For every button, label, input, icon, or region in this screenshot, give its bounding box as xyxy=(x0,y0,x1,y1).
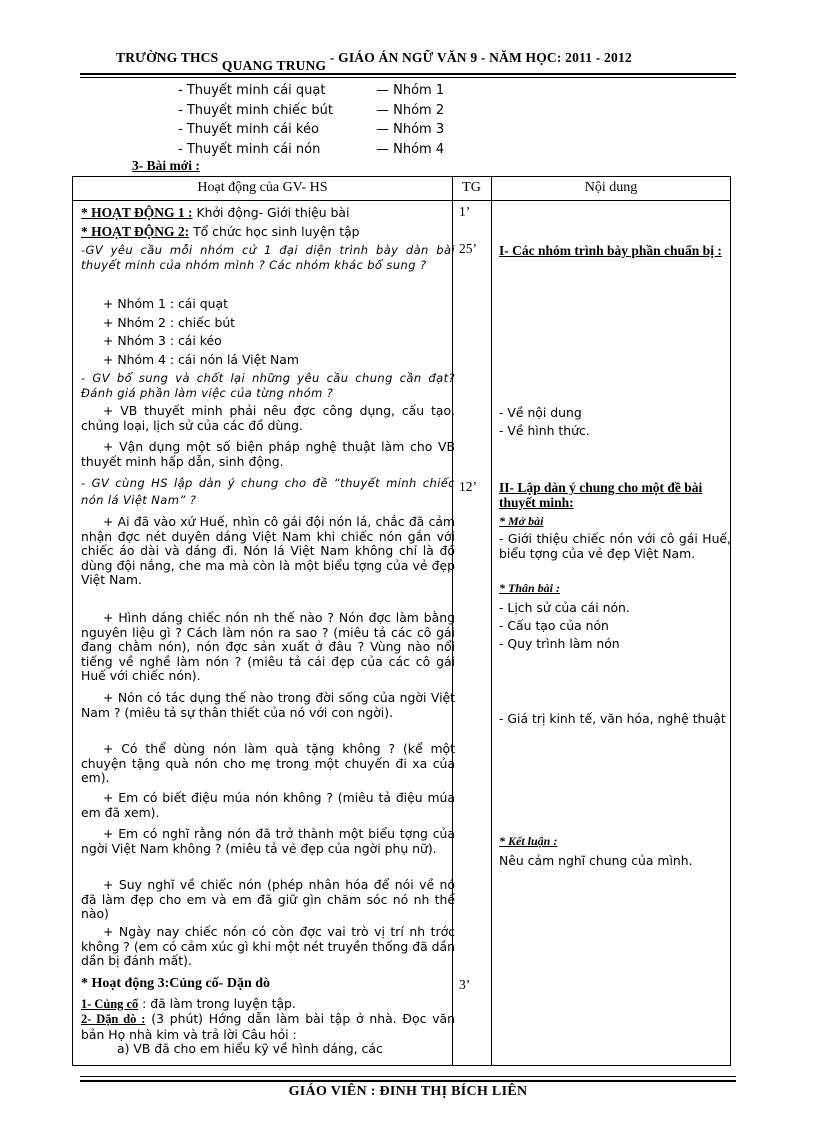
time-activity-2: 25’ xyxy=(459,241,477,256)
group-item: + Nhóm 1 : cái quạt xyxy=(103,296,228,311)
review-label: 1- Củng cố xyxy=(81,997,139,1011)
footer-rule-thin xyxy=(80,1076,736,1077)
page-header xyxy=(80,48,736,72)
activity-3: * Hoạt động 3:Củng cố- Dặn dò xyxy=(81,976,271,991)
time-activity-3: 3’ xyxy=(459,977,471,992)
group-item: + Nhóm 4 : cái nón lá Việt Nam xyxy=(103,351,299,367)
activity-2 xyxy=(81,224,455,239)
body-item: - Quy trình làm nón xyxy=(499,636,620,651)
assignment-group: — Nhóm 1 xyxy=(376,83,445,98)
activity-1-text: Khởi động- Giới thiệu bài xyxy=(196,205,350,220)
body-item: - Giá trị kinh tế, văn hóa, nghệ thuật xyxy=(499,711,726,726)
activity-2-label: * HOẠT ĐỘNG 2: xyxy=(81,224,190,239)
footer-rule xyxy=(80,1080,736,1082)
content-section-2: II- Lập dàn ý chung cho một đề bài thuyết minh: xyxy=(499,480,703,510)
conclusion-text: Nêu cảm nghĩ chung của mình. xyxy=(499,853,693,868)
paragraph-2: + Hình dáng chiếc nón nh thế nào ? Nón đợc làm bằng nguyên liệu gì ? Cách làm nón ra sao ? (miêu tả các cô gái đang chằm nón), nón đợc sản xuất ở đâu ? Vùng nào nổi tiếng về nghề làm nón ? (miêu tả cái đẹp của các cô gái Huế với chiếc nón). xyxy=(81,610,455,684)
header-row-divider xyxy=(73,200,730,201)
paragraph-8: + Ngày nay chiếc nón có còn đợc vai trò vị trí nh trớc không ? (em có cảm xúc gì khi một nét truyền thống đã dần dần bị đánh mất). xyxy=(81,924,455,969)
assignment-task: - Thuyết minh chiếc bút xyxy=(178,102,333,118)
activity-1 xyxy=(81,205,455,220)
col-activity-header: Hoạt động của GV- HS xyxy=(197,180,328,195)
body-list xyxy=(499,599,731,653)
new-lesson-heading: 3- Bài mới : xyxy=(132,158,200,173)
header-rule-thin xyxy=(80,77,736,78)
homework-label: 2- Dặn dò : xyxy=(81,1012,146,1026)
conclusion-heading: * Kết luận : xyxy=(499,834,558,848)
paragraph-3: + Nón có tác dụng thế nào trong đời sống của ngời Việt Nam ? (miêu tả sự thân thiết của nó với con ngời). xyxy=(81,690,455,720)
review-text: : đã làm trong luyện tập. xyxy=(142,996,296,1011)
teacher-question-1: -GV yêu cầu mỗi nhóm cử 1 đại diện trình bày dàn bài thuyết minh của nhóm mình ? Các nhóm khác bổ sung ? xyxy=(81,243,455,272)
paragraph-7: + Suy nghĩ về chiếc nón (phép nhân hóa để nói về nó đã làm đẹp cho em và em đã giữ gìn chăm sóc nó nh thế nào) xyxy=(81,877,455,922)
body-item: - Cấu tạo của nón xyxy=(499,618,609,633)
homework-question-a: a) VB đã cho em hiểu kỹ về hình dáng, các xyxy=(117,1041,383,1056)
time-outline: 12’ xyxy=(459,479,477,494)
page-footer xyxy=(80,1072,736,1112)
intro-text: - Giới thiệu chiếc nón với cô gái Huế, biểu tợng của vẻ đẹp Việt Nam. xyxy=(499,531,731,561)
time-activity-1: 1’ xyxy=(459,204,471,219)
activity-1-label: * HOẠT ĐỘNG 1 : xyxy=(81,205,193,220)
requirement-2: + Vận dụng một số biện pháp nghệ thuật làm cho VB thuyết minh hấp dẫn, sinh động. xyxy=(81,439,455,469)
content-item: - Về hình thức. xyxy=(499,423,590,438)
assignment-task: - Thuyết minh cái nón xyxy=(178,141,321,157)
col-content-header: Nội dung xyxy=(584,180,638,195)
paragraph-5: + Em có biết điệu múa nón không ? (miêu tả điệu múa em đã xem). xyxy=(81,790,455,820)
assignment-group: — Nhóm 2 xyxy=(376,102,445,118)
assignment-group: — Nhóm 4 xyxy=(376,141,445,157)
intro-heading: * Mở bài xyxy=(499,514,544,528)
header-school-b: QUANG TRUNG xyxy=(221,58,327,73)
body-heading: * Thân bài : xyxy=(499,581,561,595)
header-school-a: TRƯỜNG THCS xyxy=(116,50,219,65)
body-item: - Lịch sử của cái nón. xyxy=(499,600,630,615)
requirement-1: + VB thuyết minh phải nêu đợc công dụng, cấu tạo, chủng loại, lịch sử của các đồ dùng. xyxy=(81,403,455,433)
col-time-header: TG xyxy=(462,180,481,195)
lesson-table xyxy=(72,176,731,1066)
column-divider xyxy=(491,177,492,1065)
activity-2-text: Tổ chức học sinh luyện tập xyxy=(193,224,360,239)
paragraph-4: + Có thể dùng nón làm quà tặng không ? (kể một chuyện tặng quà nón cho mẹ trong một chuyến đi xa của em). xyxy=(81,741,455,786)
review-note xyxy=(81,996,455,1012)
teacher-name: GIÁO VIÊN : ĐINH THỊ BÍCH LIÊN xyxy=(288,1084,528,1099)
homework-note xyxy=(81,1011,455,1042)
paragraph-1: + Ai đã vào xứ Huế, nhìn cô gái đội nón lá, chắc đã cảm nhận đợc nét duyên dáng Việt Nam khi chiếc nón gắn với chiếc áo dài và dáng đi. Nón lá Việt Nam không chỉ là đồ dùng đội nắng, che ma mà còn là một biểu tợng của vẻ đẹp Việt Nam. xyxy=(81,514,455,588)
group-item: + Nhóm 2 : chiếc bút xyxy=(103,314,236,330)
header-rest: - GIÁO ÁN NGỮ VĂN 9 - NĂM HỌC: 2011 - 2012 xyxy=(329,50,632,65)
paragraph-6: + Em có nghĩ rằng nón đã trở thành một biểu tợng của ngời Việt Nam không ? (miêu tả vẻ đẹp của ngời phụ nữ). xyxy=(81,826,455,856)
group-list xyxy=(81,295,455,369)
teacher-question-2: - GV bổ sung và chốt lại những yêu cầu chung cần đạt? Đánh giá phần làm việc của từng nhóm ? xyxy=(81,371,455,400)
header-rule xyxy=(80,73,736,75)
teacher-question-3: - GV cùng HS lập dàn ý chung cho đề “thuyết minh chiếc nón lá Việt Nam” ? xyxy=(81,476,455,507)
assignment-task: - Thuyết minh cái quạt xyxy=(178,83,326,98)
assignment-group: — Nhóm 3 xyxy=(376,122,445,137)
group-item: + Nhóm 3 : cái kéo xyxy=(103,333,222,348)
content-item: - Về nội dung xyxy=(499,405,582,420)
header-text xyxy=(116,50,632,73)
homework-text: (3 phút) Hớng dẫn làm bài tập ở nhà. Đọc văn bản Họ nhà kim và trả lời Câu hỏi : xyxy=(81,1011,455,1042)
assignment-task: - Thuyết minh cái kéo xyxy=(178,122,319,137)
content-section-1: I- Các nhóm trình bày phần chuẩn bị : xyxy=(499,243,722,258)
